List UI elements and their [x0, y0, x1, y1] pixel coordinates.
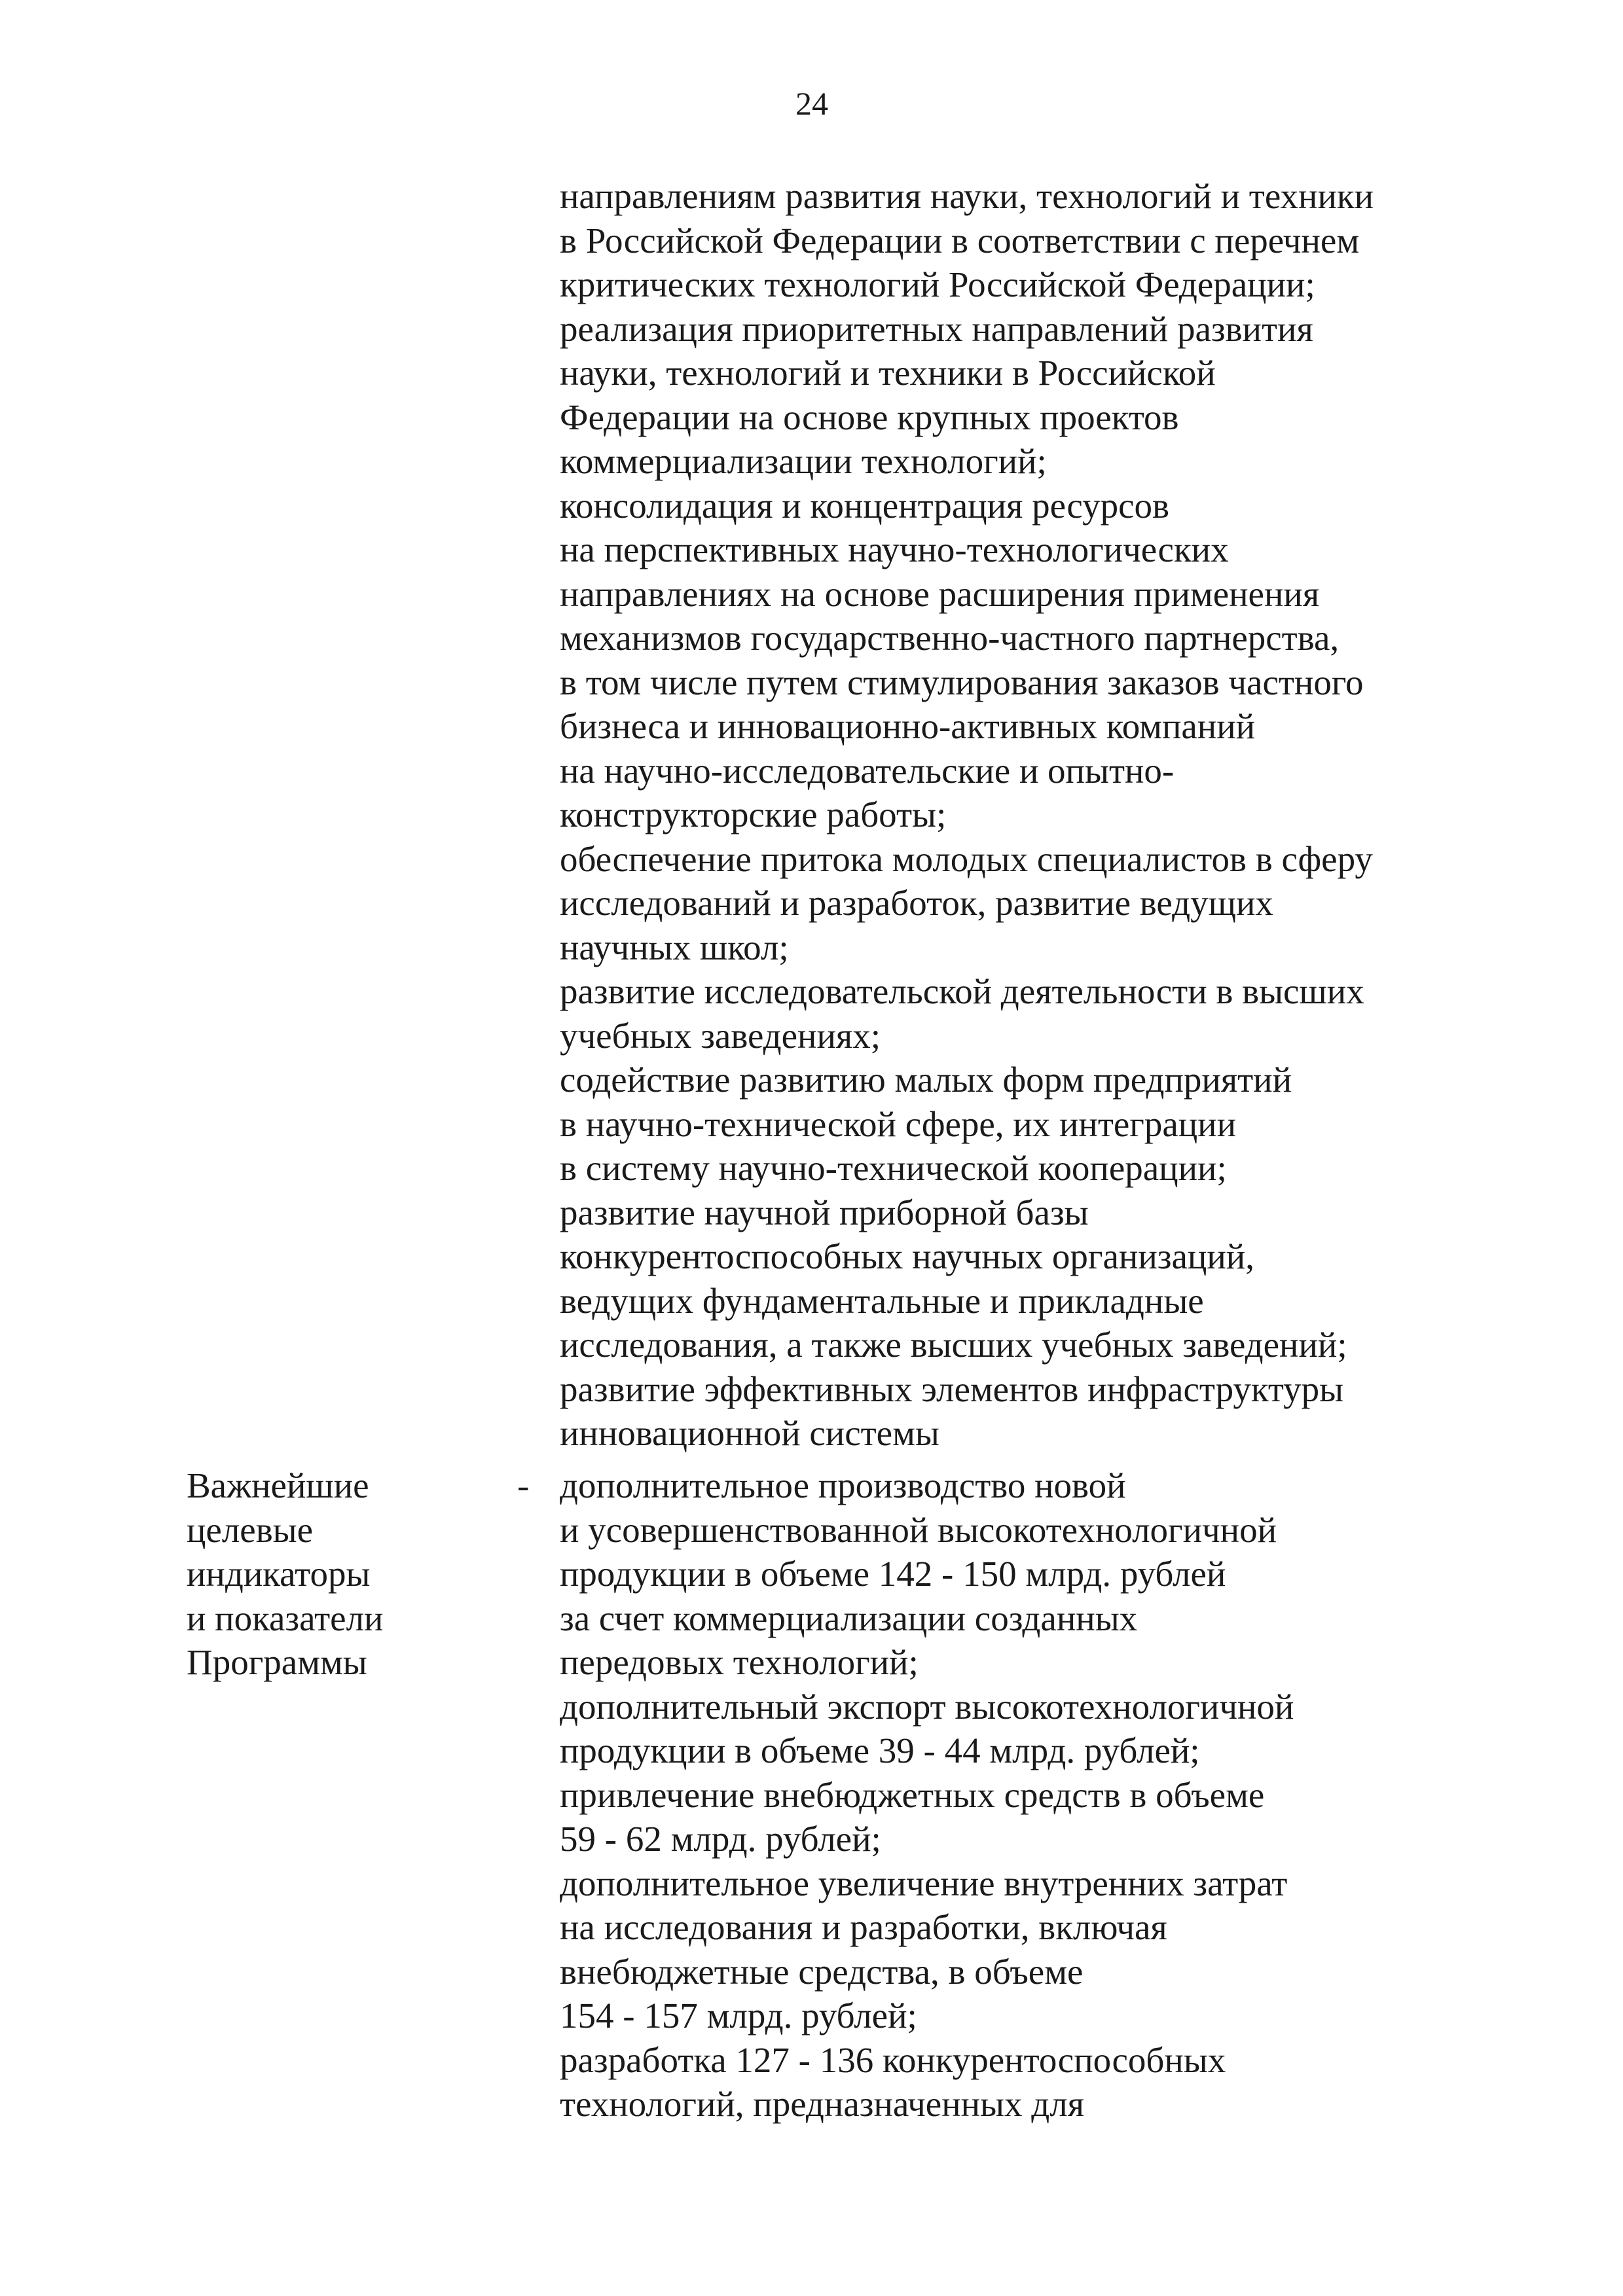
text-line: внебюджетные средства, в объеме [560, 1951, 1084, 1992]
text-line: в том числе путем стимулирования заказов частного [560, 662, 1364, 702]
text-line: ведущих фундаментальные и прикладные [560, 1280, 1204, 1321]
text-line: механизмов государственно-частного партнерства, [560, 618, 1340, 658]
text-line: развитие исследовательской деятельности в высших [560, 971, 1364, 1011]
text-line: за счет коммерциализации созданных [560, 1598, 1138, 1638]
text-line: реализация приоритетных направлений развития [560, 308, 1313, 349]
text-line: конструкторские работы; [560, 795, 947, 834]
text-line: дополнительный экспорт высокотехнологичной [560, 1686, 1294, 1727]
text-line: технологий, предназначенных для [560, 2084, 1084, 2124]
text-line: консолидация и концентрация ресурсов [560, 485, 1169, 526]
indicators-text-block [560, 1463, 1294, 2126]
text-line: в научно-технической сфере, их интеграции [560, 1103, 1237, 1144]
text-line: научных школ; [560, 927, 789, 967]
label-line: и показатели [187, 1598, 384, 1638]
text-line: 59 - 62 млрд. рублей; [560, 1819, 881, 1859]
continuation-text-block [560, 174, 1374, 1456]
text-line: коммерциализации технологий; [560, 441, 1047, 481]
text-line: в систему научно-технической кооперации; [560, 1148, 1227, 1188]
text-line: направлениях на основе расширения применения [560, 573, 1320, 614]
section-label [187, 1463, 383, 1685]
label-line: Программы [187, 1642, 367, 1682]
text-line: продукции в объеме 142 - 150 млрд. рублей [560, 1554, 1226, 1594]
text-line: исследований и разработок, развитие ведущих [560, 883, 1273, 923]
text-line: на исследования и разработки, включая [560, 1907, 1167, 1947]
text-line: дополнительное производство новой [560, 1465, 1126, 1505]
text-line: в Российской Федерации в соответствии с перечнем [560, 220, 1360, 260]
text-line: Федерации на основе крупных проектов [560, 397, 1179, 437]
text-line: исследования, а также высших учебных заведений; [560, 1325, 1347, 1365]
page-number: 24 [795, 85, 828, 122]
text-line: продукции в объеме 39 - 44 млрд. рублей; [560, 1731, 1200, 1770]
text-line: развитие эффективных элементов инфраструктуры [560, 1369, 1344, 1409]
text-line: 154 - 157 млрд. рублей; [560, 1996, 917, 2036]
text-line: инновационной системы [560, 1413, 939, 1453]
separator-dash: - [517, 1465, 530, 1505]
text-line: на научно-исследовательские и опытно- [560, 750, 1175, 791]
text-line: и усовершенствованной высокотехнологичной [560, 1509, 1277, 1550]
label-line: индикаторы [187, 1554, 371, 1594]
label-line: Важнейшие [187, 1465, 369, 1505]
text-line: привлечение внебюджетных средств в объеме [560, 1774, 1265, 1815]
text-line: содействие развитию малых форм предприятий [560, 1060, 1292, 1100]
text-line: обеспечение притока молодых специалистов в сферу [560, 838, 1373, 879]
text-line: критических технологий Российской Федерации; [560, 264, 1315, 304]
text-line: развитие научной приборной базы [560, 1192, 1089, 1232]
text-line: разработка 127 - 136 конкурентоспособных [560, 2039, 1226, 2080]
text-line: дополнительное увеличение внутренних затрат [560, 1863, 1288, 1903]
text-line: учебных заведениях; [560, 1015, 881, 1056]
text-line: конкурентоспособных научных организаций, [560, 1236, 1254, 1276]
text-line: бизнеса и инновационно-активных компаний [560, 706, 1256, 746]
text-line: на перспективных научно-технологических [560, 529, 1229, 569]
text-line: науки, технологий и техники в Российской [560, 353, 1216, 393]
label-line: целевые [187, 1509, 314, 1550]
text-line: направлениям развития науки, технологий и техники [560, 176, 1374, 216]
text-line: передовых технологий; [560, 1642, 919, 1682]
